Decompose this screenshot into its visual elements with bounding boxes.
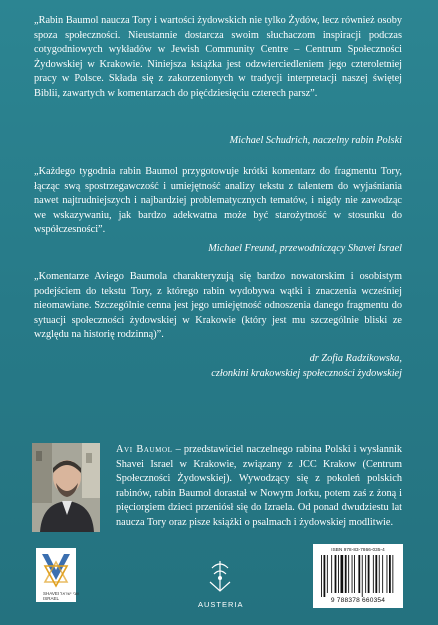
publisher-name: AUSTERIA xyxy=(198,600,244,609)
quote-attribution: Michael Freund, przewodniczący Shavei Israel xyxy=(208,243,402,254)
quote-text: „Komentarze Aviego Baumola charakteryzują się bardzo nowatorskim i osobistym podejściem do tekstu Tory, z którego rabin wydobywa wątki i znaczenia wcześniej nieomawiane. Szczególnie cenna jest jego umiejętność odnoszenia danego fragmentu do sytuacji społeczności żydowskiej w Krakowie (który jest mu szczególnie bliski ze względu na historię rodzinną)”. xyxy=(34,271,402,341)
quote-schudrich xyxy=(34,14,402,102)
barcode-bar xyxy=(392,555,393,593)
author-name: Avi Baumol xyxy=(116,444,173,455)
author-photo xyxy=(32,443,100,532)
logo-shavei-text: SHAVEI xyxy=(43,591,60,596)
barcode-bar xyxy=(321,555,322,597)
attribution-name: dr Zofia Radzikowska, xyxy=(309,353,402,364)
logo-israel-text: ISRAEL xyxy=(43,596,60,601)
barcode-bar xyxy=(324,555,326,597)
barcode-number: 9 788378 660354 xyxy=(330,597,386,604)
barcode-bar xyxy=(327,555,328,593)
barcode-bar xyxy=(379,555,380,593)
quote-attribution xyxy=(42,352,402,381)
barcode-bar xyxy=(373,555,374,593)
barcode-bar xyxy=(341,555,344,593)
quote-freund xyxy=(34,165,402,238)
attribution-role: członkini krakowskiej społeczności żydowskiej xyxy=(211,367,402,379)
isbn-label: ISBN 978-83-7866-035-4 xyxy=(331,547,385,552)
barcode-bar xyxy=(382,555,383,593)
barcode-bar xyxy=(338,555,339,593)
austeria-emblem-icon xyxy=(198,558,242,594)
shavei-israel-logo xyxy=(36,548,80,602)
barcode-bar xyxy=(348,555,349,593)
quote-text: „Każdego tygodnia rabin Baumol przygotowuje krótki komentarz do fragmentu Tory, łącząc swą spostrzegawczość i umiejętność analizy tekstu z talentem do wyjaśniania nawet najtrudniejszych i najbardziej problematycznych tematów, i nigdy nie zawodząc we wskazywaniu, jak bardzo adekwatna może być starożytność w stosunku do współczesności”. xyxy=(34,166,402,236)
barcode-bar xyxy=(362,555,363,597)
barcode-bar xyxy=(389,555,391,593)
austeria-logo xyxy=(198,558,242,608)
barcode-bars xyxy=(319,555,397,597)
logo-hebrew-text: שבי ישראל xyxy=(60,591,80,596)
barcode-bar xyxy=(345,555,347,593)
barcode-bar xyxy=(365,555,366,593)
author-bio-text: – przedstawiciel naczelnego rabina Polski i wysłannik Shavei Israel w Krakowie, związany z JCC Krakow (Centrum Społeczności Żydowskiej). Wywodzący się z pokoleń polskich rabinów, rabin Baumol dorastał w Nowym Jorku, potem zaś z żoną i pięciorgiem dzieci przeniósł się do Izraela. Od ponad dwudziestu lat naucza Tory oraz pisze książki o psalmach i żydowskiej modlitwie. xyxy=(116,444,403,528)
quote-text: „Rabin Baumol naucza Tory i wartości żydowskich nie tylko Żydów, lecz również osoby spoza społeczności. Nieustannie dostarcza swoim słuchaczom inspiracji podczas cotygodniowych wykładów w Jewish Community Centre – Centrum Społeczności Żydowskiej w Krakowie. Niniejsza książka jest odzwierciedleniem jego czteroletniej pracy w Polsce. Składa się z zakorzenionych w tradycji interpretacji naszej świętej Biblii, zawartych w komentarzach do pięćdziesięciu czterech parsz”. xyxy=(34,15,402,99)
barcode-bar xyxy=(387,555,388,593)
barcode-bar xyxy=(352,555,353,593)
isbn-barcode xyxy=(313,544,403,608)
barcode-bar xyxy=(331,555,332,593)
barcode-bar xyxy=(358,555,360,593)
quote-attribution: Michael Schudrich, naczelny rabin Polski xyxy=(229,135,402,146)
barcode-bar xyxy=(368,555,370,593)
barcode-bar xyxy=(335,555,337,593)
barcode-bar xyxy=(354,555,355,593)
quote-radzikowska xyxy=(34,270,402,343)
barcode-bar xyxy=(375,555,377,593)
